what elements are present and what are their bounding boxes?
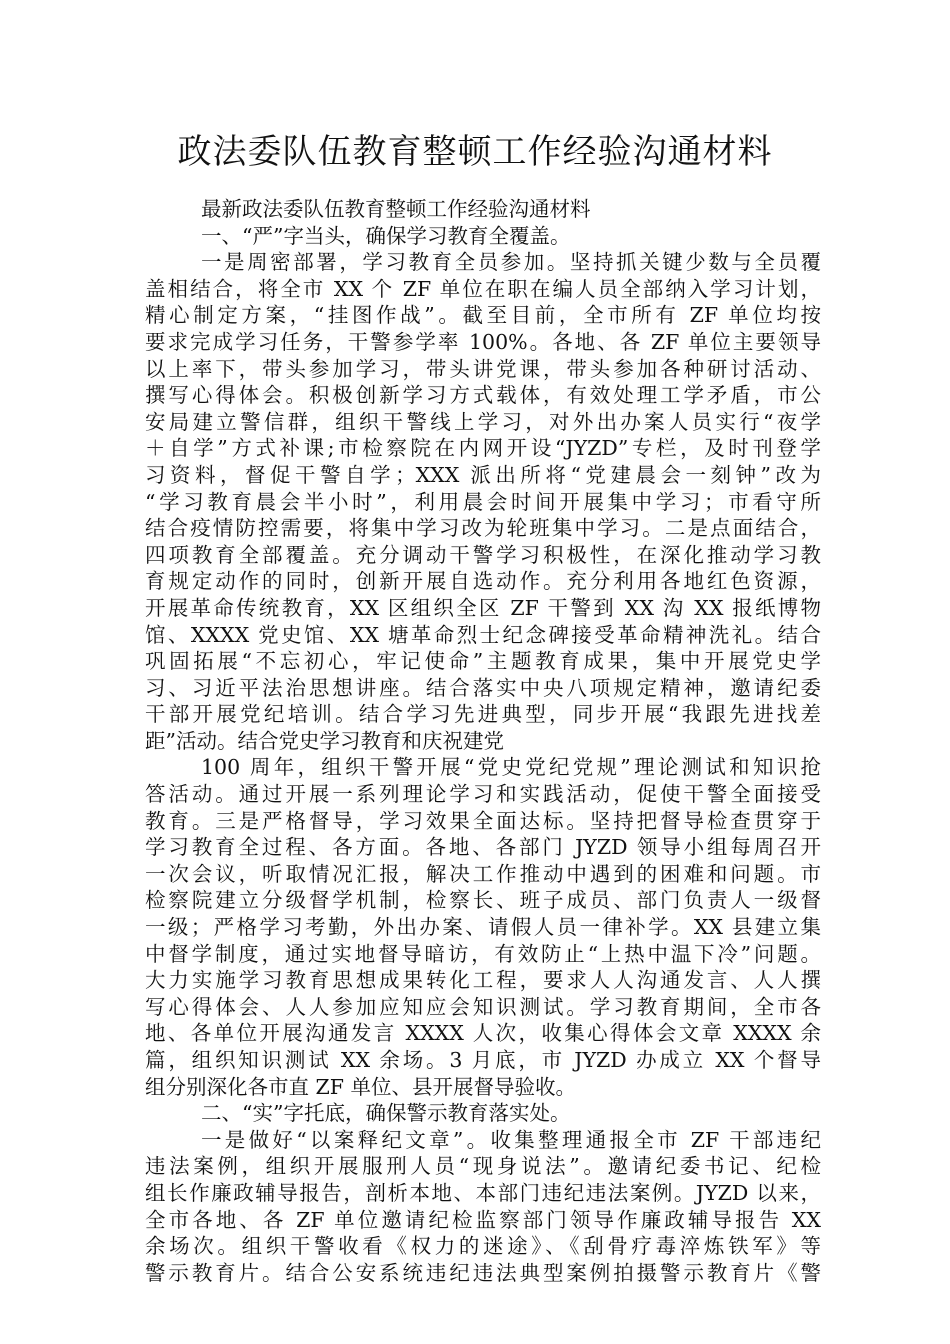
text-line: 组长作廉政辅导报告，剖析本地、本部门违纪违法案例。JYZD 以来， (145, 1180, 821, 1205)
text-line: 学习教育全过程、各方面。各地、各部门 JYZD 领导小组每周召开 (145, 835, 821, 860)
text-line: 写心得体会、人人参加应知应会知识测试。学习教育期间，全市各 (145, 994, 821, 1019)
text-line: 育规定动作的同时，创新开展自选动作。充分利用各地红色资源， (145, 569, 821, 594)
text-line: 大力实施学习教育思想成果转化工程，要求人人沟通发言、人人撰 (145, 968, 821, 993)
text-line: 撰写心得体会。积极创新学习方式载体，有效处理工学矛盾，市公 (145, 383, 821, 408)
text-line: 一、“严”字当头，确保学习教育全覆盖。 (201, 223, 571, 248)
text-line: 100 周年，组织干警开展“党史党纪党规”理论测试和知识抢 (201, 755, 821, 780)
text-line: 组分别深化各市直 ZF 单位、县开展督导验收。 (145, 1074, 576, 1099)
text-line: 警示教育片。结合公安系统违纪违法典型案例拍摄警示教育片《警 (145, 1260, 821, 1285)
text-line: 开展革命传统教育，XX 区组织全区 ZF 干警到 XX 沟 XX 报纸博物 (145, 595, 821, 620)
text-line: 答活动。通过开展一系列理论学习和实践活动，促使干警全面接受 (145, 782, 821, 807)
text-line: 要求完成学习任务，干警参学率 100%。各地、各 ZF 单位主要领导 (145, 329, 821, 354)
text-line: 精心制定方案，“挂图作战”。截至目前，全市所有 ZF 单位均按 (145, 303, 821, 328)
text-line: 习、习近平法治思想讲座。结合落实中央八项规定精神，邀请纪委 (145, 675, 821, 700)
text-line: 最新政法委队伍教育整顿工作经验沟通材料 (201, 197, 591, 221)
text-line: ＋自学”方式补课;市检察院在内网开设“JYZD”专栏，及时刊登学 (145, 436, 821, 461)
text-line: 一是周密部署，学习教育全员参加。坚持抓关键少数与全员覆 (201, 250, 821, 275)
text-line: 违法案例，组织开展服刑人员“现身说法”。邀请纪委书记、纪检 (145, 1154, 821, 1179)
text-line: 检察院建立分级督学机制，检察长、班子成员、部门负责人一级督 (145, 888, 821, 913)
text-line: 习资料，督促干警自学；XXX 派出所将“党建晨会一刻钟”改为 (145, 462, 821, 487)
text-line: 结合疫情防控需要，将集中学习改为轮班集中学习。二是点面结合， (145, 516, 821, 541)
text-line: 巩固拓展“不忘初心，牢记使命”主题教育成果，集中开展党史学 (145, 649, 821, 674)
text-line: 二、“实”字托底，确保警示教育落实处。 (201, 1101, 571, 1126)
document-title: 政法委队伍教育整顿工作经验沟通材料 (177, 132, 773, 172)
text-line: 馆、XXXX 党史馆、XX 塘革命烈士纪念碑接受革命精神洗礼。结合 (145, 622, 821, 647)
text-line: 余场次。组织干警收看《权力的迷途》、《刮骨疗毒淬炼铁军》等 (145, 1234, 821, 1259)
text-line: 干部开展党纪培训。结合学习先进典型，同步开展“我跟先进找差 (145, 702, 821, 727)
text-line: “学习教育晨会半小时”，利用晨会时间开展集中学习；市看守所 (145, 489, 821, 514)
text-line: 一级；严格学习考勤，外出办案、请假人员一律补学。XX 县建立集 (145, 915, 821, 940)
text-line: 距”活动。结合党史学习教育和庆祝建党 (145, 728, 504, 753)
text-line: 一是做好“以案释纪文章”。收集整理通报全市 ZF 干部违纪 (201, 1127, 821, 1152)
text-line: 全市各地、各 ZF 单位邀请纪检监察部门领导作廉政辅导报告 XX (145, 1207, 821, 1232)
text-line: 安局建立警信群，组织干警线上学习，对外出办案人员实行“夜学 (145, 409, 821, 434)
text-line: 以上率下，带头参加学习，带头讲党课，带头参加各种研讨活动、 (145, 356, 821, 381)
text-line: 地、各单位开展沟通发言 XXXX 人次，收集心得体会文章 XXXX 余 (145, 1021, 821, 1046)
text-line: 一次会议，听取情况汇报，解决工作推动中遇到的困难和问题。市 (145, 861, 821, 886)
text-line: 教育。三是严格督导，学习效果全面达标。坚持把督导检查贯穿于 (145, 808, 821, 833)
text-line: 四项教育全部覆盖。充分调动干警学习积极性，在深化推动学习教 (145, 542, 821, 567)
text-line: 篇，组织知识测试 XX 余场。3 月底，市 JYZD 办成立 XX 个督导 (145, 1048, 821, 1072)
document-body (145, 196, 821, 1286)
text-line: 中督学制度，通过实地督导暗访，有效防止“上热中温下冷”问题。 (145, 941, 821, 966)
text-line: 盖相结合，将全市 XX 个 ZF 单位在职在编人员全部纳入学习计划， (145, 276, 821, 301)
